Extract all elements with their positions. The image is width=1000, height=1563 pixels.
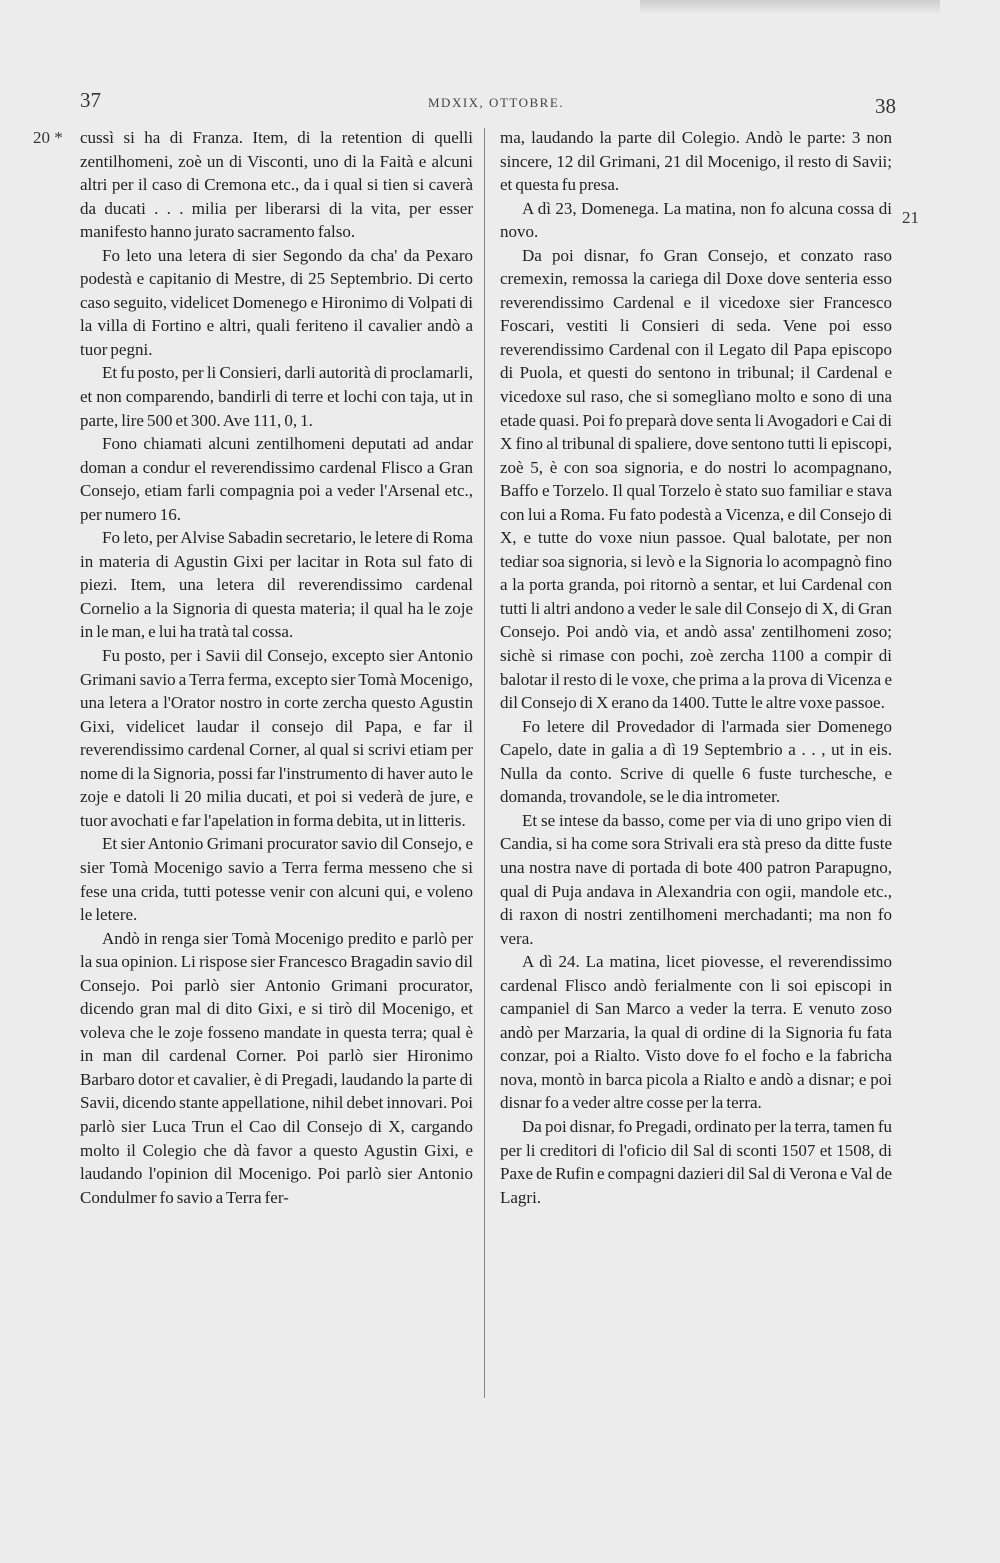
paragraph: cussì si ha di Franza. Item, di la retention di quelli zentilhomeni, zoè un di Visconti, uno di la Faità e alcuni altri per il caso di Cremona etc., da i qual si tien si caverà da ducati . . . milia per liberarsi di la vita, per esser manifesto hanno jurato sacramento falso. (80, 128, 473, 242)
paragraph: A dì 24. La matina, licet piovesse, el reverendissimo cardenal Flisco andò ferialmente con li soi episcopi in campaniel di San Marco a veder la terra. E venuto zoso andò per Marzaria, la qual di ordine di la Signoria fu fata conzar, poi a Rialto. Visto dove fo el focho e la fabricha nova, montò in barca picola a Rialto e andò a disnar; e poi disnar fo a veder altre cosse per la terra. (500, 952, 892, 1113)
paragraph: Andò in renga sier Tomà Mocenigo predito e parlò per la sua opinion. Li rispose sier Francesco Bragadin savio dil Consejo. Poi parlò sier Antonio Grimani procurator, dicendo gran mal di dito Gixi, e si tirò dil Mocenigo, et voleva che le zoje fosseno mandate in questa terra; qual è in man dil cardenal Corner. Poi parlò sier Hironimo Barbaro dotor et cavalier, è di Pregadi, laudando la parte di Savii, dicendo stante appellatione, nihil debet innovari. Poi parlò sier Luca Trun el Cao dil Consejo di X, cargando molto il Colegio che dà favor a questo Agustin Gixi, e laudando l'opinion dil Mocenigo. Poi parlò sier Antonio Condulmer fo savio a Terra fer- (80, 928, 473, 1207)
paragraph: Da poi disnar, fo Pregadi, ordinato per la terra, tamen fu per li creditori di l'oficio dil Sal di sconti 1507 et 1508, di Paxe de Rufin e compagni dazieri dil Sal di Verona e Val de Lagri. (500, 1116, 892, 1207)
paragraph: Fo letere dil Provedador di l'armada sier Domenego Capelo, date in galia a dì 19 Septembrio a . . , ut in eis. Nulla da conto. Scrive di quelle 6 fuste turchesche, e domanda, trovandole, se le dia intrometer. (500, 716, 892, 807)
page-number-right: 38 (875, 94, 896, 118)
paragraph: A dì 23, Domenega. La matina, non fo alcuna cossa di novo. (500, 198, 892, 242)
paragraph: Et fu posto, per li Consieri, darli autorità di proclamarli, et non comparendo, bandirli di terre et lochi con taja, ut in parte, lire 500 et 300. Ave 111, 0, 1. (80, 363, 473, 430)
paragraph: Fo leto una letera di sier Segondo da cha' da Pexaro podestà e capitanio di Mestre, di 25 Septembrio. Di certo caso seguito, videlicet Domenego e Hironimo di Volpati di la villa di Fortino e altri, quali feriteno il cavalier andò a tuor pegni. (80, 245, 473, 359)
paragraph: Fono chiamati alcuni zentilhomeni deputati ad andar doman a condur el reverendissimo cardenal Flisco a Gran Consejo, etiam farli compagnia poi a veder l'Arsenal etc., per numero 16. (80, 434, 473, 524)
paragraph: Da poi disnar, fo Gran Consejo, et conzato raso cremexin, remossa la cariega dil Doxe dove senteria esso reverendissimo Cardenal e il vicedoxe sier Francesco Foscari, vestiti li Consieri di seda. Vene poi esso reverendissimo Cardenal con il Legato dil Papa episcopo di Puola, et questi do sentono in tribunal; il Cardenal e vicedoxe sul raso, che si someglìano molto e sono di una etade quasi. Poi fo preparà dove senta li Avogadori e Cai di X fino al tribunal di spaliere, dove sentono tutti li episcopi, zoè 5, è con soa signoria, e do nostri lo acompagnano, Baffo e Torzelo. Il qual Torzelo è stato suo familiar e stava con lui a Roma. Fu fato podestà a Vicenza, e dil Consejo di X, e tutte do voxe niun passoe. Qual balotate, per non tediar soa signoria, si levò e la Signoria lo acompagnò fino a la porta granda, poi ritornò a sentar, et lui Cardenal con tutti li altri andono a veder le sale dil Consejo di X, di Gran Consejo. Poi andò via, et andò assa' zentilhomeni zoso; sichè si rimase con pochi, zoè zercha 1100 a compir di balotar il resto di le voxe, che prima a la prova di Vicenza e dil Consejo di X erano da 1400. Tutte le altre voxe passoe. (500, 245, 892, 713)
margin-number-right: 21 (902, 208, 919, 227)
left-column (80, 126, 473, 1209)
margin-number-left: 20 * (33, 128, 63, 147)
running-title: MDXIX, OTTOBRE. (428, 95, 565, 110)
page-header (0, 88, 1000, 128)
paragraph: Et se intese da basso, come per via di uno gripo vien di Candia, si ha come sora Strivali era stà preso da ditte fuste una nostra nave di portada di bote 400 patron Parapugno, qual di Puja andava in Alexandria con ogii, mandole etc., di raxon di nostri zentilhomeni merchadanti; ma non fo vera. (500, 810, 892, 948)
paragraph: ma, laudando la parte dil Colegio. Andò le parte: 3 non sincere, 12 dil Grimani, 21 dil Mocenigo, il resto di Savii; et questa fu presa. (500, 128, 892, 195)
paragraph: Fu posto, per i Savii dil Consejo, excepto sier Antonio Grimani savio a Terra ferma, excepto sier Tomà Mocenigo, una letera a l'Orator nostro in corte zercha questo Agustin Gixi, videlicet laudar il consejo dil Papa, e far il reverendissimo cardenal Corner, al qual si scrivi etiam per nome di la Signoria, possi far l'instrumento di haver auto le zoje e datoli li 20 milia ducati, et poi si vederà de jure, e tuor avochati e far l'apelation in forma debita, ut in litteris. (80, 646, 473, 830)
paragraph: Et sier Antonio Grimani procurator savio dil Consejo, e sier Tomà Mocenigo savio a Terra ferma messeno che si fese una crida, tutti potesse venir con alcuni qui, e voleno le letere. (80, 834, 473, 925)
page-edge-stain (640, 0, 940, 14)
page-number-left: 37 (80, 88, 101, 112)
paragraph: Fo leto, per Alvise Sabadin secretario, le letere di Roma in materia di Agustin Gixi per lacitar in Rota sul fato di piezi. Item, una letera dil reverendissimo cardenal Cornelio a la Signoria di questa materia; il qual ha le zoje in le man, e lui ha tratà tal cossa. (80, 528, 473, 642)
right-column (500, 126, 892, 1209)
column-divider (484, 128, 485, 1398)
